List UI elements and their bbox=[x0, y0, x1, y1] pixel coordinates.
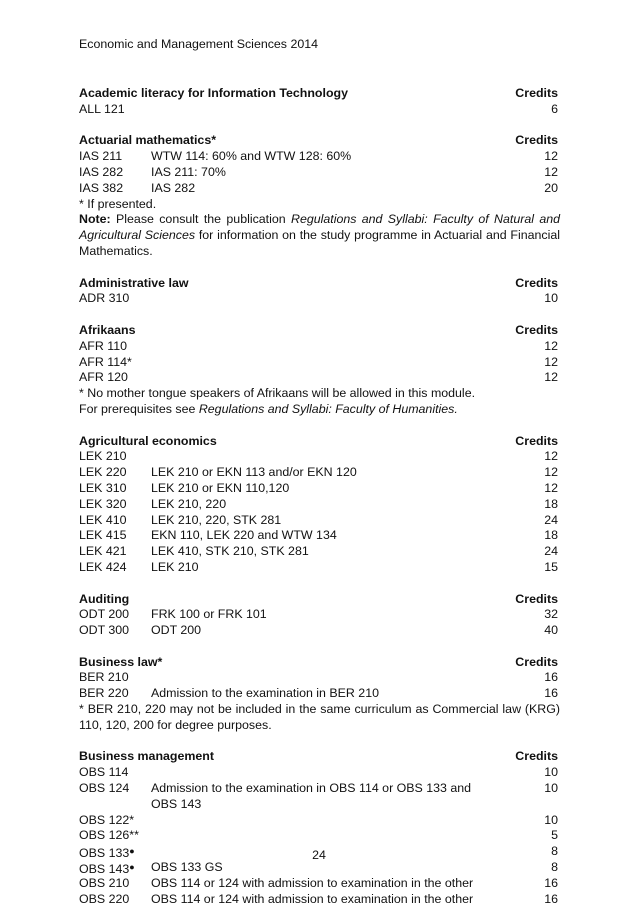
module-code: OBS 126** bbox=[79, 828, 139, 843]
section-title: Business law* bbox=[79, 654, 163, 669]
section-title: Administrative law bbox=[79, 275, 189, 290]
module-prerequisite: FRK 100 or FRK 101 bbox=[151, 607, 267, 622]
module-row bbox=[79, 623, 560, 639]
module-credits: 24 bbox=[544, 512, 558, 527]
module-credits: 12 bbox=[544, 354, 558, 369]
module-row bbox=[79, 355, 560, 371]
module-credits: 12 bbox=[544, 338, 558, 353]
module-credits: 6 bbox=[551, 101, 558, 116]
module-prerequisite: LEK 410, STK 210, STK 281 bbox=[151, 544, 309, 559]
section-business-law bbox=[79, 655, 560, 734]
module-prerequisite: Admission to the examination in BER 210 bbox=[151, 686, 379, 701]
module-code: OBS 210 bbox=[79, 875, 130, 890]
section-title: Afrikaans bbox=[79, 322, 136, 337]
module-code: IAS 282 bbox=[79, 164, 124, 179]
module-credits: 12 bbox=[544, 149, 558, 164]
section-title: Business management bbox=[79, 749, 214, 764]
module-row bbox=[79, 876, 560, 892]
credits-heading: Credits bbox=[515, 749, 558, 764]
module-row bbox=[79, 181, 560, 197]
module-row bbox=[79, 102, 560, 118]
module-code: ALL 121 bbox=[79, 101, 125, 116]
module-code: LEK 421 bbox=[79, 544, 127, 559]
module-row bbox=[79, 449, 560, 465]
module-credits: 18 bbox=[544, 496, 558, 511]
module-prerequisite: WTW 114: 60% and WTW 128: 60% bbox=[151, 149, 352, 164]
note-label: Note: bbox=[79, 212, 111, 227]
module-code: OBS 124 bbox=[79, 781, 130, 796]
module-code: BER 220 bbox=[79, 686, 129, 701]
page-number: 24 bbox=[312, 848, 326, 862]
module-credits: 12 bbox=[544, 164, 558, 179]
section-heading bbox=[79, 592, 560, 608]
module-code: ADR 310 bbox=[79, 291, 130, 306]
module-credits: 15 bbox=[544, 559, 558, 574]
module-row bbox=[79, 686, 560, 702]
module-code: LEK 310 bbox=[79, 480, 127, 495]
section-afrikaans bbox=[79, 323, 560, 418]
section-administrative-law bbox=[79, 276, 560, 308]
credits-heading: Credits bbox=[515, 591, 558, 606]
section-agricultural-economics bbox=[79, 434, 560, 576]
module-row bbox=[79, 528, 560, 544]
module-credits: 10 bbox=[544, 765, 558, 780]
module-credits: 12 bbox=[544, 370, 558, 385]
module-row bbox=[79, 465, 560, 481]
section-auditing bbox=[79, 592, 560, 639]
module-code: OBS 114 bbox=[79, 765, 129, 780]
module-credits: 5 bbox=[551, 828, 558, 843]
module-code: LEK 320 bbox=[79, 496, 127, 511]
module-prerequisite: LEK 210 or EKN 110,120 bbox=[151, 480, 290, 495]
section-heading bbox=[79, 749, 560, 765]
module-prerequisite: OBS 114 or 124 with admission to examination in the other bbox=[151, 875, 474, 890]
credits-heading: Credits bbox=[515, 654, 558, 669]
publication-reference: Regulations and Syllabi: Faculty of Humanities. bbox=[198, 401, 458, 416]
credits-heading: Credits bbox=[515, 133, 558, 148]
publication-reference: Regulations and Syllabi: Faculty of Natural and Agricultural Sciences bbox=[79, 212, 560, 243]
module-credits: 40 bbox=[544, 623, 558, 638]
module-code: LEK 210 bbox=[79, 449, 127, 464]
section-academic-literacy bbox=[79, 86, 560, 118]
credits-heading: Credits bbox=[515, 322, 558, 337]
module-credits: 8 bbox=[551, 860, 558, 875]
module-code: OBS 133 bbox=[79, 846, 130, 861]
module-code: AFR 114* bbox=[79, 354, 132, 369]
document-body bbox=[79, 86, 560, 923]
credits-heading: Credits bbox=[515, 275, 558, 290]
footnote: * BER 210, 220 may not be included in the same curriculum as Commercial law (KRG) 110, 120, 200 for degree purposes. bbox=[79, 702, 560, 732]
module-prerequisite: ODT 200 bbox=[151, 623, 202, 638]
module-credits: 20 bbox=[544, 180, 558, 195]
module-credits: 12 bbox=[544, 480, 558, 495]
module-prerequisite: IAS 282 bbox=[151, 180, 196, 195]
section-title: Auditing bbox=[79, 591, 130, 606]
module-credits: 12 bbox=[544, 449, 558, 464]
module-code: LEK 220 bbox=[79, 465, 127, 480]
module-row bbox=[79, 339, 560, 355]
module-prerequisite: LEK 210, 220 bbox=[151, 496, 227, 511]
section-heading bbox=[79, 434, 560, 450]
section-heading bbox=[79, 276, 560, 292]
page-header: Economic and Management Sciences 2014 bbox=[79, 37, 319, 51]
credits-heading: Credits bbox=[515, 86, 558, 100]
module-code: AFR 110 bbox=[79, 338, 127, 353]
module-row bbox=[79, 370, 560, 386]
module-credits: 10 bbox=[544, 781, 558, 796]
module-row bbox=[79, 513, 560, 529]
module-prerequisite: LEK 210 bbox=[151, 559, 199, 574]
credits-heading: Credits bbox=[515, 433, 558, 448]
module-prerequisite: OBS 114 or 124 with admission to examination in the other bbox=[151, 891, 474, 906]
module-code: BER 210 bbox=[79, 670, 129, 685]
section-heading bbox=[79, 86, 560, 102]
module-code: IAS 211 bbox=[79, 149, 123, 164]
module-credits: 8 bbox=[551, 844, 558, 859]
section-heading bbox=[79, 655, 560, 671]
module-row bbox=[79, 813, 560, 829]
bullet-icon: ● bbox=[129, 862, 135, 873]
module-prerequisite: EKN 110, LEK 220 and WTW 134 bbox=[151, 528, 337, 543]
section-business-management bbox=[79, 749, 560, 907]
module-credits: 16 bbox=[544, 891, 558, 906]
module-credits: 10 bbox=[544, 812, 558, 827]
module-prerequisite: IAS 211: 70% bbox=[151, 164, 226, 179]
module-credits: 16 bbox=[544, 875, 558, 890]
module-credits: 12 bbox=[544, 465, 558, 480]
section-title: Academic literacy for Information Technology bbox=[79, 86, 348, 100]
module-row bbox=[79, 828, 560, 844]
module-code: LEK 415 bbox=[79, 528, 127, 543]
bullet-icon: ● bbox=[129, 846, 135, 857]
module-code: OBS 122* bbox=[79, 812, 135, 827]
section-heading bbox=[79, 133, 560, 149]
module-credits: 32 bbox=[544, 607, 558, 622]
module-row bbox=[79, 291, 560, 307]
module-code: ODT 300 bbox=[79, 623, 130, 638]
module-credits: 10 bbox=[544, 291, 558, 306]
module-prerequisite: LEK 210, 220, STK 281 bbox=[151, 512, 282, 527]
module-credits: 16 bbox=[544, 686, 558, 701]
module-credits: 18 bbox=[544, 528, 558, 543]
module-code: LEK 410 bbox=[79, 512, 127, 527]
module-credits: 24 bbox=[544, 544, 558, 559]
module-credits: 16 bbox=[544, 670, 558, 685]
section-heading bbox=[79, 323, 560, 339]
note-text: Please consult the publication bbox=[110, 212, 291, 227]
section-title: Agricultural economics bbox=[79, 433, 217, 448]
module-row bbox=[79, 544, 560, 560]
module-row bbox=[79, 481, 560, 497]
module-row bbox=[79, 560, 560, 576]
module-code: LEK 424 bbox=[79, 559, 127, 574]
module-code: AFR 120 bbox=[79, 370, 128, 385]
module-row bbox=[79, 497, 560, 513]
module-row bbox=[79, 765, 560, 781]
footnote: * No mother tongue speakers of Afrikaans will be allowed in this module. bbox=[79, 386, 476, 401]
module-code: OBS 143 bbox=[79, 862, 130, 877]
module-code: IAS 382 bbox=[79, 180, 124, 195]
prerequisite-note bbox=[79, 402, 560, 418]
module-prerequisite: LEK 210 or EKN 113 and/or EKN 120 bbox=[151, 465, 357, 480]
module-row bbox=[79, 149, 560, 165]
section-actuarial-mathematics bbox=[79, 133, 560, 259]
module-prerequisite: OBS 133 GS bbox=[151, 860, 223, 875]
section-title: Actuarial mathematics* bbox=[79, 133, 217, 148]
module-row bbox=[79, 892, 560, 908]
note-text: for information on the study programme in Actuarial and Financial Mathematics. bbox=[79, 228, 560, 258]
module-row bbox=[79, 670, 560, 686]
module-row bbox=[79, 607, 560, 623]
module-row bbox=[79, 781, 560, 813]
module-row bbox=[79, 165, 560, 181]
note-paragraph bbox=[79, 212, 560, 259]
note-text: For prerequisites see bbox=[79, 401, 199, 416]
module-prerequisite: Admission to the examination in OBS 114 or OBS 133 and OBS 143 bbox=[151, 781, 472, 811]
footnote: * If presented. bbox=[79, 196, 157, 211]
module-code: OBS 220 bbox=[79, 891, 130, 906]
module-code: ODT 200 bbox=[79, 607, 130, 622]
